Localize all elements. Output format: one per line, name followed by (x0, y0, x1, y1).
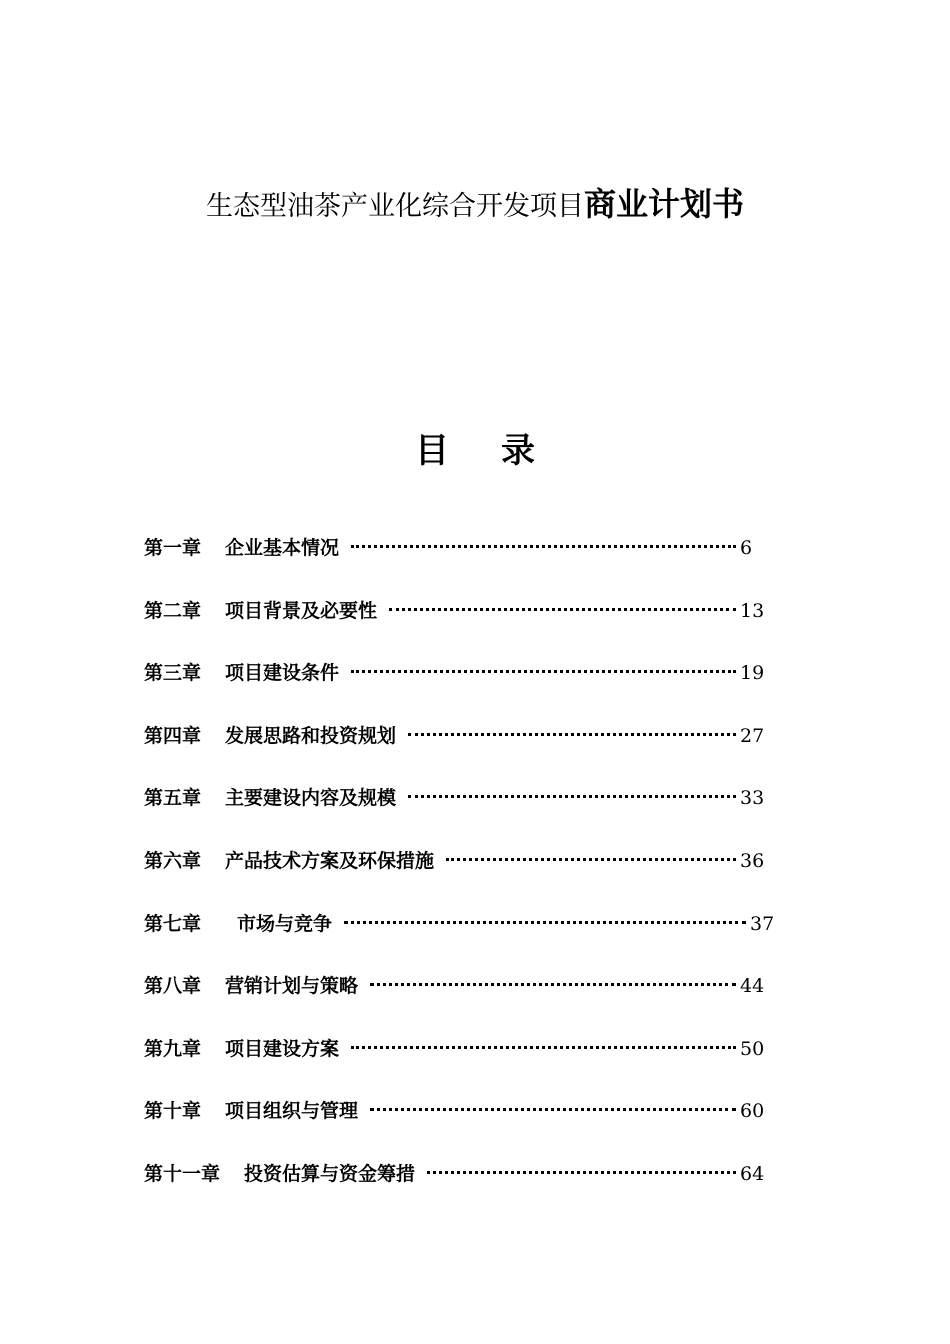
toc-leader (370, 1108, 736, 1111)
toc-page-number: 33 (740, 787, 765, 810)
toc-entry[interactable] (144, 843, 764, 906)
toc-entry[interactable] (144, 593, 764, 656)
toc-entry[interactable] (144, 1093, 764, 1156)
toc-chapter: 第七章 (144, 912, 202, 935)
toc-page-number: 6 (740, 537, 753, 559)
toc-entry[interactable] (144, 655, 764, 718)
toc-title: 发展思路和投资规划 (225, 724, 397, 747)
toc-page-number: 27 (740, 724, 765, 747)
toc-heading (0, 424, 950, 478)
document-title (0, 180, 950, 234)
toc-title: 营销计划与策略 (225, 975, 359, 998)
toc-entry[interactable] (144, 780, 764, 843)
toc-chapter: 第五章 (144, 787, 202, 810)
toc-page-number: 37 (750, 912, 775, 935)
toc-leader (427, 1171, 736, 1174)
toc-leader (351, 545, 736, 548)
toc-title: 项目建设条件 (225, 662, 340, 685)
toc-entry[interactable] (144, 906, 775, 969)
toc-page-number: 64 (740, 1162, 765, 1185)
toc-leader (351, 670, 736, 673)
toc-chapter: 第十一章 (144, 1162, 221, 1185)
toc-title: 企业基本情况 (225, 537, 340, 559)
toc-leader (408, 795, 736, 798)
toc-chapter: 第三章 (144, 662, 202, 685)
toc-title: 投资估算与资金筹措 (244, 1162, 416, 1185)
toc-title: 项目建设方案 (225, 1037, 340, 1060)
toc-entry[interactable] (144, 968, 764, 1031)
toc-chapter: 第六章 (144, 849, 202, 872)
toc-heading-right: 录 (501, 431, 535, 471)
toc-leader (370, 983, 736, 986)
toc-heading-left: 目 (415, 431, 449, 471)
document-title-main: 生态型油茶产业化综合开发项目 (205, 191, 584, 222)
toc-entry[interactable] (144, 1156, 764, 1219)
toc-chapter: 第四章 (144, 724, 202, 747)
toc-title: 市场与竞争 (237, 912, 333, 935)
toc-chapter: 第九章 (144, 1037, 202, 1060)
toc-chapter: 第一章 (144, 537, 202, 559)
toc-leader (408, 733, 736, 736)
toc-entry[interactable] (144, 1031, 764, 1094)
toc-title: 主要建设内容及规模 (225, 787, 397, 810)
toc-title: 项目组织与管理 (225, 1100, 359, 1123)
document-title-emphasis: 商业计划书 (583, 185, 744, 223)
toc-chapter: 第八章 (144, 975, 202, 998)
toc-entry[interactable] (144, 530, 764, 593)
toc-page-number: 19 (740, 662, 765, 685)
table-of-contents (144, 530, 775, 1219)
toc-title: 产品技术方案及环保措施 (225, 849, 435, 872)
toc-page-number: 36 (740, 849, 765, 872)
toc-entry[interactable] (144, 718, 764, 781)
toc-title: 项目背景及必要性 (225, 599, 378, 622)
toc-page-number: 13 (740, 599, 765, 622)
toc-leader (344, 921, 746, 924)
toc-leader (389, 608, 736, 611)
toc-page-number: 50 (740, 1037, 765, 1060)
toc-page-number: 44 (740, 975, 765, 998)
toc-leader (351, 1046, 736, 1049)
toc-page-number: 60 (740, 1100, 765, 1123)
toc-chapter: 第十章 (144, 1100, 202, 1123)
toc-chapter: 第二章 (144, 599, 202, 622)
toc-leader (446, 858, 736, 861)
